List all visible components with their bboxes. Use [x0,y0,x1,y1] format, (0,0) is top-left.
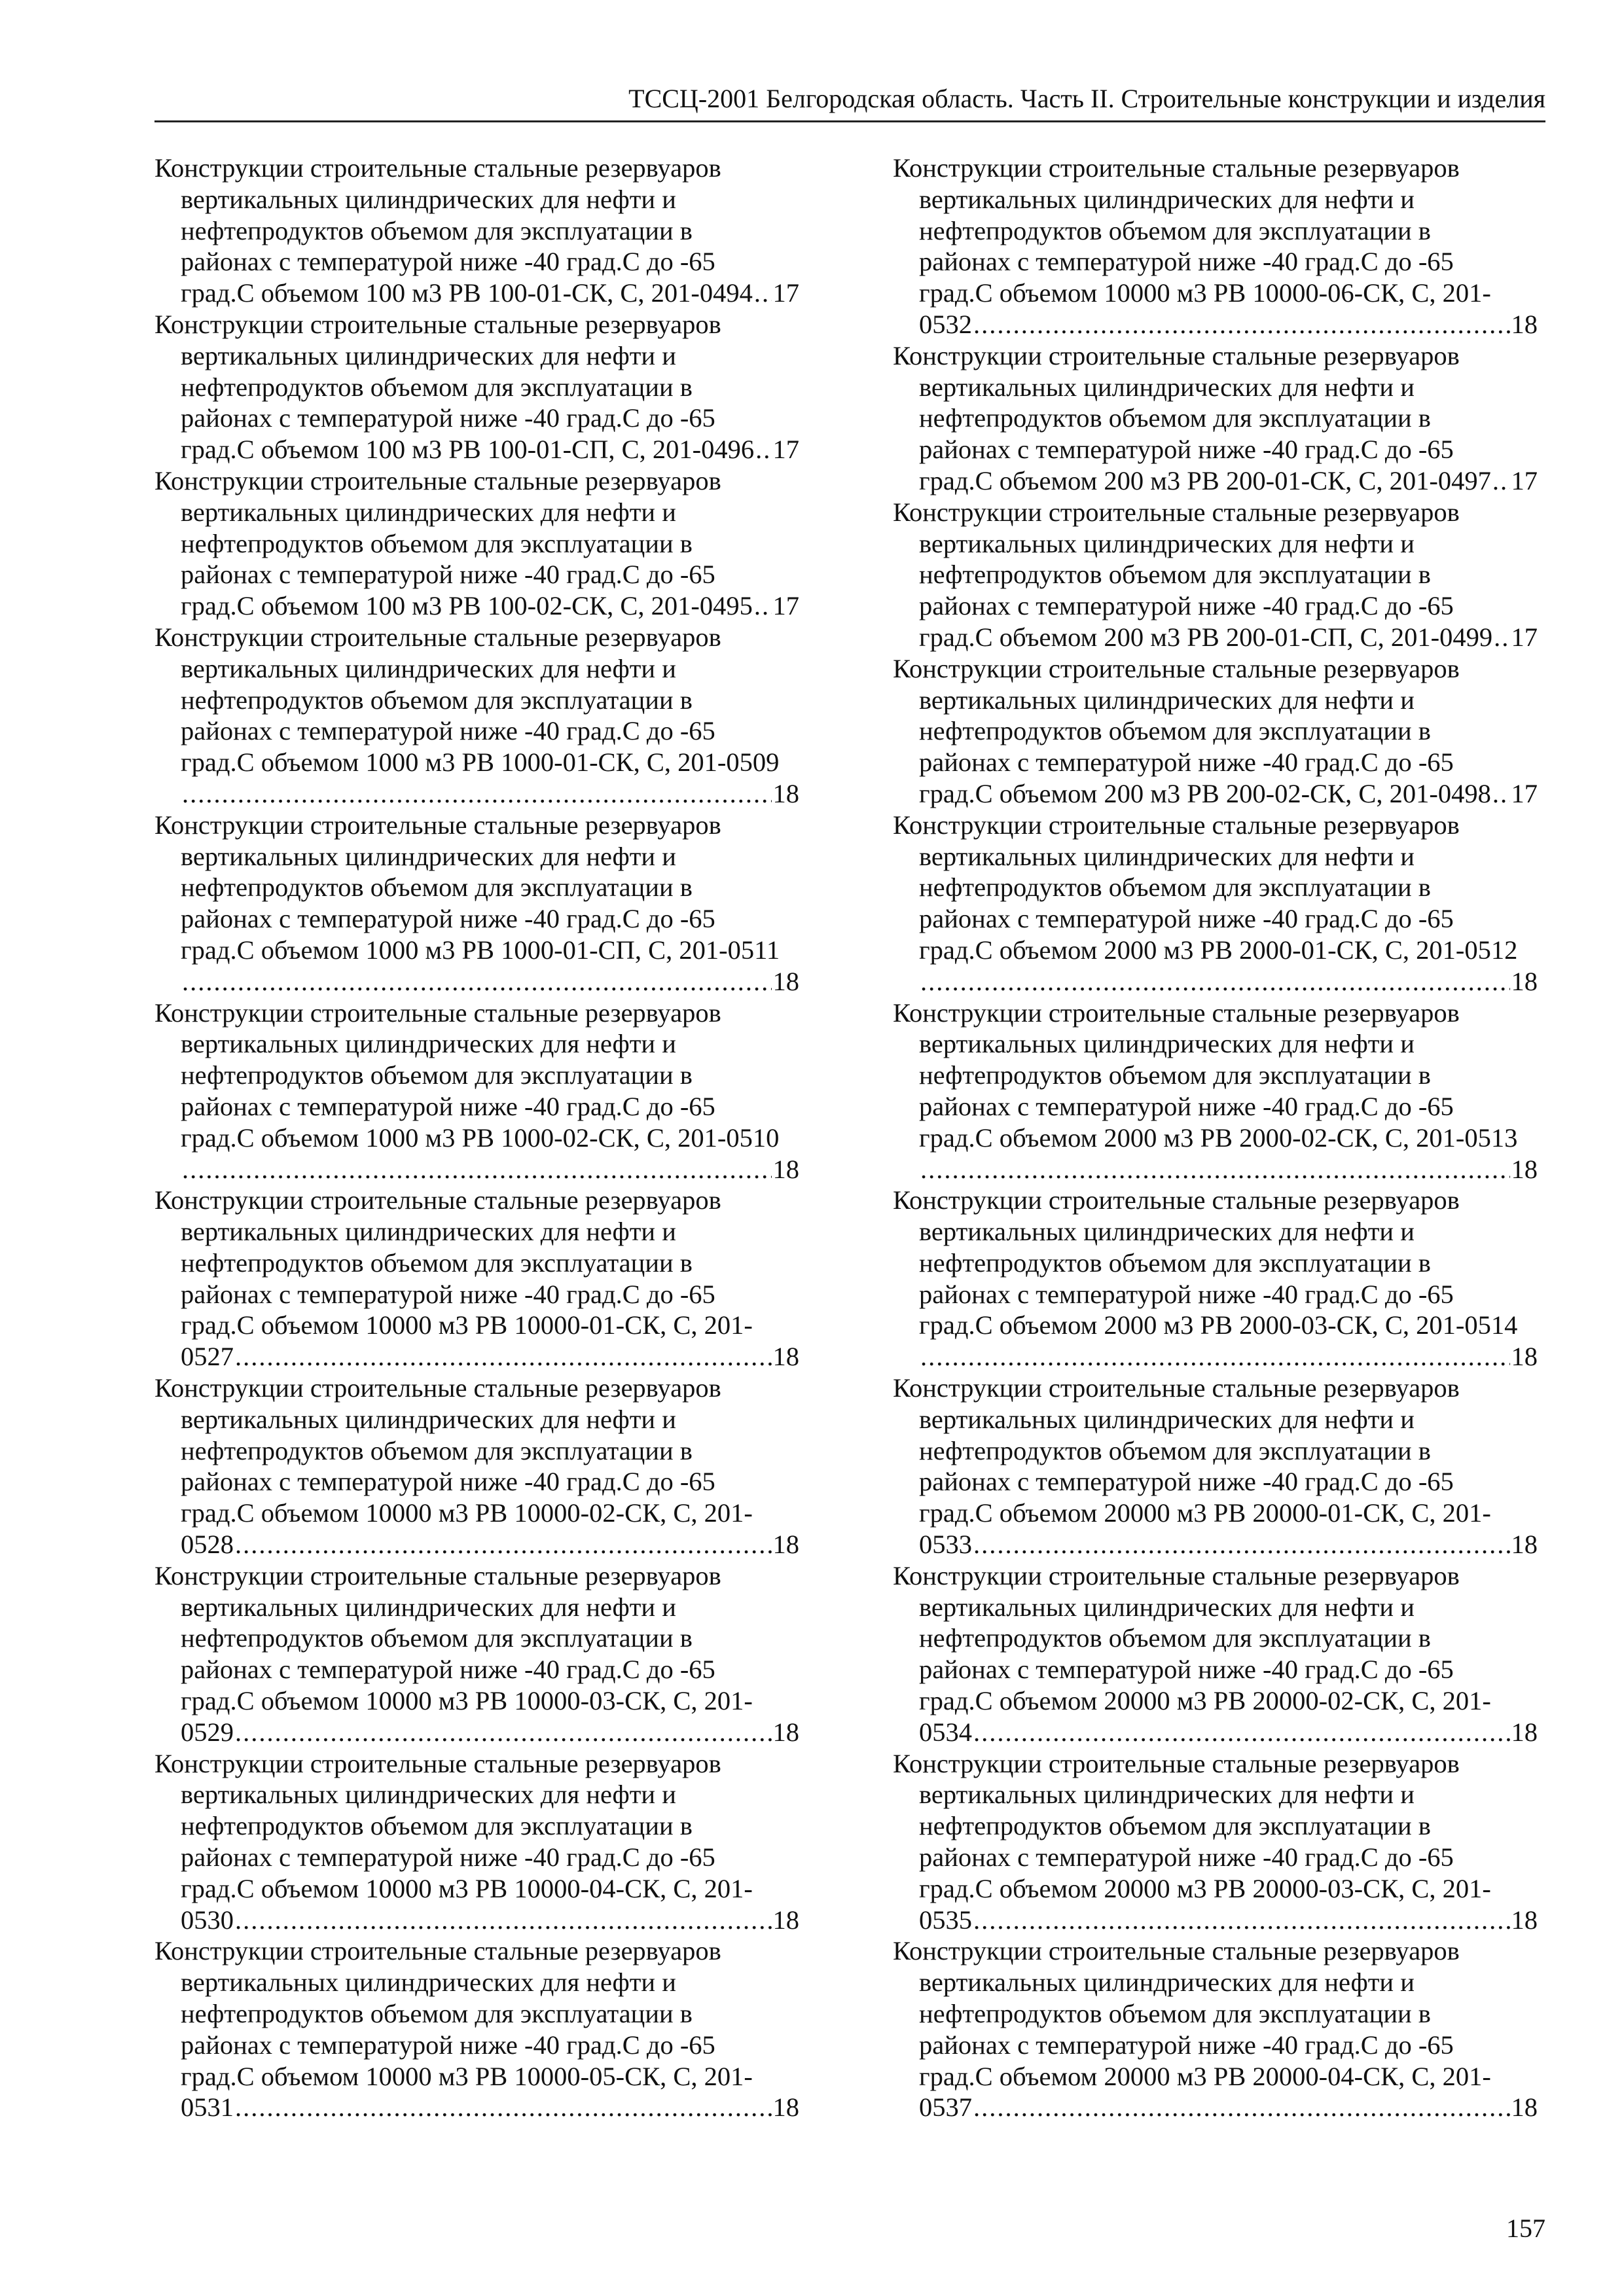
entry-text-line: нефтепродуктов объемом для эксплуатации в [919,1060,1431,1090]
entry-text-line: районах с температурой ниже -40 град.С до -65 [919,904,1454,934]
entry-leader-line [154,1529,799,1560]
entry-page-number: 18 [772,1154,799,1184]
entry-text-line: вертикальных цилиндрических для нефти и [919,685,1415,715]
dot-leader [920,966,1510,997]
entry-text-line: районах с температурой ниже -40 град.С до -65 [181,1279,715,1309]
entry-leader-line [154,590,799,622]
entry-text-line: районах с температурой ниже -40 град.С до -65 [181,2030,715,2060]
entry-page-number: 18 [1511,1717,1538,1747]
entry-text-line: нефтепродуктов объемом для эксплуатации в [181,1811,693,1841]
entry-text-line: град.С объемом 20000 м3 РВ 20000-02-СК, С, 201- [919,1686,1491,1716]
entry-text-line: нефтепродуктов объемом для эксплуатации в [919,560,1431,590]
entry-text-line: град.С объемом 2000 м3 РВ 2000-03-СК, С, 201-0514 [919,1310,1518,1340]
entry-text-line: нефтепродуктов объемом для эксплуатации в [181,372,693,402]
entry-text-line: вертикальных цилиндрических для нефти и [919,528,1415,558]
index-entry [893,653,1538,810]
entry-leader-line [893,1341,1538,1372]
entry-text-line: нефтепродуктов объемом для эксплуатации в [181,215,693,245]
entry-leader-line [893,1529,1538,1560]
entry-page-number: 18 [772,1342,799,1372]
entry-text-line: Конструкции строительные стальные резервуаров [893,1560,1460,1590]
entry-text-line: Конструкции строительные стальные резервуаров [893,1748,1460,1778]
entry-text-line: вертикальных цилиндрических для нефти и [919,372,1415,402]
entry-page-number: 18 [772,1905,799,1935]
entry-text-line: град.С объемом 10000 м3 РВ 10000-05-СК, С, 201- [181,2061,753,2091]
entry-page-number: 18 [1511,1154,1538,1184]
dot-leader [920,1341,1510,1372]
dot-leader [973,1717,1510,1748]
entry-text-line: нефтепродуктов объемом для эксплуатации в [919,1811,1431,1841]
entry-tail-text: град.С объемом 200 м3 РВ 200-01-СП, С, 201-0499 [919,622,1493,652]
entry-text-line: районах с температурой ниже -40 град.С до -65 [181,716,715,746]
index-entry [154,622,799,810]
entry-text-line: вертикальных цилиндрических для нефти и [181,1967,676,1998]
entry-text-line: районах с температурой ниже -40 град.С до -65 [181,403,715,433]
index-entry [893,1560,1538,1748]
entry-text-line: вертикальных цилиндрических для нефти и [181,653,676,683]
entry-leader-line [893,966,1538,997]
entry-tail-text: град.С объемом 100 м3 РВ 100-02-СК, С, 201-0495 [181,591,753,621]
entry-text-line: град.С объемом 20000 м3 РВ 20000-04-СК, С, 201- [919,2061,1491,2091]
entry-text-line: Конструкции строительные стальные резервуаров [893,1373,1460,1403]
entry-tail-text: град.С объемом 100 м3 РВ 100-01-СП, С, 201-0496 [181,435,755,465]
entry-text-line: нефтепродуктов объемом для эксплуатации в [919,1435,1431,1465]
entry-text-line: нефтепродуктов объемом для эксплуатации в [919,403,1431,433]
entry-page-number: 18 [772,2092,799,2123]
index-entry [893,1748,1538,1936]
entry-text-line: районах с температурой ниже -40 град.С до -65 [919,1279,1454,1309]
entry-page-number: 18 [772,966,799,996]
entry-text-line: нефтепродуктов объемом для эксплуатации в [181,872,693,903]
dot-leader [182,1154,772,1185]
index-column-right [893,152,1538,2123]
index-entry [154,997,799,1185]
entry-text-line: Конструкции строительные стальные резервуаров [154,622,721,652]
entry-text-line: районах с температурой ниже -40 град.С до -65 [919,1467,1454,1497]
entry-text-line: град.С объемом 20000 м3 РВ 20000-01-СК, С, 201- [919,1498,1491,1528]
entry-tail-text: 0533 [919,1530,972,1560]
entry-text-line: вертикальных цилиндрических для нефти и [919,1592,1415,1622]
entry-leader-line [154,778,799,810]
entry-text-line: вертикальных цилиндрических для нефти и [181,1592,676,1622]
dot-leader [235,1717,772,1748]
entry-text-line: град.С объемом 20000 м3 РВ 20000-03-СК, С, 201- [919,1873,1491,1903]
entry-text-line: Конструкции строительные стальные резервуаров [893,340,1460,370]
entry-text-line: районах с температурой ниже -40 град.С до -65 [919,591,1454,621]
entry-text-line: районах с температурой ниже -40 град.С до -65 [919,1842,1454,1873]
entry-text-line: град.С объемом 10000 м3 РВ 10000-06-СК, С, 201- [919,278,1491,308]
entry-leader-line [154,1717,799,1748]
entry-page-number: 18 [772,1717,799,1747]
entry-text-line: районах с температурой ниже -40 град.С до -65 [181,1655,715,1685]
dot-leader [755,434,771,465]
entry-tail-text: 0531 [181,2092,234,2123]
entry-text-line: град.С объемом 2000 м3 РВ 2000-02-СК, С, 201-0513 [919,1122,1518,1153]
entry-text-line: вертикальных цилиндрических для нефти и [919,1029,1415,1059]
entry-text-line: Конструкции строительные стальные резервуаров [154,997,721,1028]
entry-text-line: районах с температурой ниже -40 град.С до -65 [181,904,715,934]
entry-text-line: Конструкции строительные стальные резервуаров [154,465,721,495]
dot-leader [920,1154,1510,1185]
entry-text-line: районах с температурой ниже -40 град.С до -65 [919,747,1454,778]
entry-text-line: вертикальных цилиндрических для нефти и [919,1404,1415,1434]
entry-text-line: районах с температурой ниже -40 град.С до -65 [919,2030,1454,2060]
entry-text-line: нефтепродуктов объемом для эксплуатации в [181,685,693,715]
entry-text-line: районах с температурой ниже -40 град.С до -65 [181,560,715,590]
dot-leader [182,778,772,810]
entry-tail-text: град.С объемом 200 м3 РВ 200-02-СК, С, 201-0498 [919,778,1491,808]
entry-leader-line [893,2092,1538,2123]
dot-leader [754,590,772,622]
entry-text-line: Конструкции строительные стальные резервуаров [893,497,1460,527]
entry-text-line: вертикальных цилиндрических для нефти и [919,1217,1415,1247]
index-entry [893,997,1538,1185]
dot-leader [754,278,772,309]
index-entry [154,465,799,622]
entry-text-line: град.С объемом 2000 м3 РВ 2000-01-СК, С, 201-0512 [919,935,1518,965]
entry-text-line: Конструкции строительные стальные резервуаров [154,1748,721,1778]
index-entry [154,1560,799,1748]
index-entry [893,1935,1538,2123]
dot-leader [235,2092,772,2123]
dot-leader [973,1529,1510,1560]
entry-text-line: вертикальных цилиндрических для нефти и [181,1404,676,1434]
entry-text-line: районах с температурой ниже -40 град.С до -65 [919,247,1454,277]
entry-leader-line [893,1154,1538,1185]
entry-text-line: Конструкции строительные стальные резервуаров [154,1185,721,1215]
entry-text-line: Конструкции строительные стальные резервуаров [154,1560,721,1590]
index-entry [154,1748,799,1936]
entry-leader-line [154,966,799,997]
entry-tail-text: 0534 [919,1717,972,1747]
entry-leader-line [154,2092,799,2123]
index-entry [893,340,1538,497]
entry-page-number: 18 [1511,1905,1538,1935]
entry-page-number: 18 [1511,1530,1538,1560]
dot-leader [973,1905,1510,1936]
entry-text-line: вертикальных цилиндрических для нефти и [919,841,1415,871]
dot-leader [1494,622,1509,653]
index-entry [893,1372,1538,1560]
entry-text-line: районах с температурой ниже -40 град.С до -65 [919,1091,1454,1121]
dot-leader [235,1341,772,1372]
entry-text-line: Конструкции строительные стальные резервуаров [893,1936,1460,1966]
entry-text-line: Конструкции строительные стальные резервуаров [893,997,1460,1028]
entry-text-line: Конструкции строительные стальные резервуаров [154,1936,721,1966]
entry-text-line: нефтепродуктов объемом для эксплуатации в [919,1999,1431,2029]
dot-leader [973,2092,1510,2123]
entry-text-line: град.С объемом 1000 м3 РВ 1000-02-СК, С, 201-0510 [181,1122,780,1153]
entry-leader-line [154,434,799,465]
index-entry [154,810,799,997]
entry-text-line: вертикальных цилиндрических для нефти и [919,184,1415,214]
entry-text-line: град.С объемом 10000 м3 РВ 10000-01-СК, С, 201- [181,1310,753,1340]
index-entry [154,1935,799,2123]
entry-tail-text: 0535 [919,1905,972,1935]
entry-text-line: Конструкции строительные стальные резервуаров [893,153,1460,183]
entry-page-number: 18 [772,778,799,808]
entry-text-line: град.С объемом 1000 м3 РВ 1000-01-СП, С, 201-0511 [181,935,780,965]
page-number: 157 [1506,2214,1545,2243]
entry-text-line: вертикальных цилиндрических для нефти и [181,184,676,214]
entry-tail-text: 0532 [919,309,972,339]
entry-page-number: 17 [772,278,799,308]
entry-text-line: районах с температурой ниже -40 град.С до -65 [181,247,715,277]
entry-leader-line [154,1154,799,1185]
index-entry [893,1185,1538,1372]
entry-text-line: вертикальных цилиндрических для нефти и [181,1217,676,1247]
entry-text-line: нефтепродуктов объемом для эксплуатации в [919,716,1431,746]
entry-text-line: районах с температурой ниже -40 град.С до -65 [919,1655,1454,1685]
dot-leader [235,1905,772,1936]
entry-text-line: нефтепродуктов объемом для эксплуатации в [181,528,693,558]
entry-text-line: вертикальных цилиндрических для нефти и [919,1780,1415,1810]
entry-page-number: 17 [1511,622,1538,652]
entry-text-line: Конструкции строительные стальные резервуаров [893,1185,1460,1215]
entry-tail-text: 0527 [181,1342,234,1372]
entry-tail-text: 0537 [919,2092,972,2123]
entry-tail-text: 0529 [181,1717,234,1747]
entry-text-line: град.С объемом 10000 м3 РВ 10000-03-СК, С, 201- [181,1686,753,1716]
entry-text-line: Конструкции строительные стальные резервуаров [893,653,1460,683]
dot-leader [973,309,1510,340]
dot-leader [182,966,772,997]
entry-leader-line [893,465,1538,497]
index-entry [893,497,1538,653]
index-entry [893,152,1538,340]
entry-leader-line [893,309,1538,340]
entry-text-line: Конструкции строительные стальные резервуаров [893,810,1460,840]
entry-text-line: районах с температурой ниже -40 град.С до -65 [919,435,1454,465]
entry-text-line: вертикальных цилиндрических для нефти и [181,497,676,527]
entry-tail-text: град.С объемом 100 м3 РВ 100-01-СК, С, 201-0494 [181,278,753,308]
entry-text-line: районах с температурой ниже -40 град.С до -65 [181,1091,715,1121]
entry-page-number: 18 [1511,966,1538,996]
entry-text-line: вертикальных цилиндрических для нефти и [181,841,676,871]
entry-leader-line [154,278,799,309]
entry-text-line: нефтепродуктов объемом для эксплуатации в [181,1247,693,1278]
entry-text-line: град.С объемом 10000 м3 РВ 10000-04-СК, С, 201- [181,1873,753,1903]
entry-text-line: Конструкции строительные стальные резервуаров [154,1373,721,1403]
entry-leader-line [893,1905,1538,1936]
entry-page-number: 18 [1511,1342,1538,1372]
entry-text-line: нефтепродуктов объемом для эксплуатации в [919,1623,1431,1653]
entry-page-number: 17 [1511,465,1538,495]
entry-text-line: Конструкции строительные стальные резервуаров [154,153,721,183]
entry-text-line: вертикальных цилиндрических для нефти и [181,1780,676,1810]
index-column-left [154,152,799,2123]
entry-page-number: 18 [772,1530,799,1560]
entry-leader-line [893,1717,1538,1748]
entry-text-line: вертикальных цилиндрических для нефти и [181,340,676,370]
dot-leader [1492,465,1510,497]
entry-text-line: нефтепродуктов объемом для эксплуатации в [181,1623,693,1653]
entry-text-line: нефтепродуктов объемом для эксплуатации в [919,215,1431,245]
entry-leader-line [893,778,1538,810]
entry-text-line: нефтепродуктов объемом для эксплуатации в [919,1247,1431,1278]
entry-text-line: Конструкции строительные стальные резервуаров [154,810,721,840]
running-header: ТССЦ-2001 Белгородская область. Часть II. Строительные конструкции и изделия [154,82,1545,122]
entry-leader-line [893,622,1538,653]
entry-text-line: районах с температурой ниже -40 град.С до -65 [181,1467,715,1497]
index-entry [154,309,799,465]
index-entry [154,1185,799,1372]
entry-text-line: вертикальных цилиндрических для нефти и [181,1029,676,1059]
entry-text-line: нефтепродуктов объемом для эксплуатации в [919,872,1431,903]
entry-text-line: районах с температурой ниже -40 град.С до -65 [181,1842,715,1873]
entry-page-number: 18 [1511,309,1538,339]
entry-text-line: град.С объемом 1000 м3 РВ 1000-01-СК, С, 201-0509 [181,747,780,778]
entry-leader-line [154,1905,799,1936]
entry-text-line: нефтепродуктов объемом для эксплуатации в [181,1435,693,1465]
dot-leader [235,1529,772,1560]
entry-leader-line [154,1341,799,1372]
entry-text-line: нефтепродуктов объемом для эксплуатации в [181,1999,693,2029]
entry-text-line: вертикальных цилиндрических для нефти и [919,1967,1415,1998]
entry-page-number: 18 [1511,2092,1538,2123]
entry-tail-text: 0528 [181,1530,234,1560]
entry-tail-text: 0530 [181,1905,234,1935]
entry-tail-text: град.С объемом 200 м3 РВ 200-01-СК, С, 201-0497 [919,465,1491,495]
entry-page-number: 17 [772,591,799,621]
index-entry [154,1372,799,1560]
dot-leader [1492,778,1510,810]
index-entry [893,810,1538,997]
entry-text-line: нефтепродуктов объемом для эксплуатации в [181,1060,693,1090]
index-entry [154,152,799,309]
entry-page-number: 17 [1511,778,1538,808]
entry-text-line: град.С объемом 10000 м3 РВ 10000-02-СК, С, 201- [181,1498,753,1528]
entry-page-number: 17 [772,435,799,465]
entry-text-line: Конструкции строительные стальные резервуаров [154,309,721,339]
